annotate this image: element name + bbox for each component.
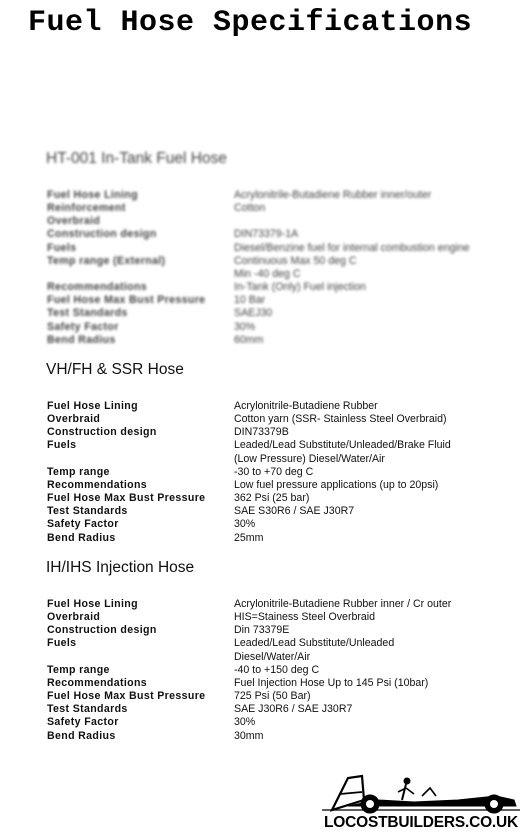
spec-row xyxy=(47,281,517,294)
spec-label: Safety Factor xyxy=(47,518,119,531)
spec-value: 60mm xyxy=(234,333,264,346)
spec-value: Leaded/Lead Substitute/Unleaded xyxy=(234,637,395,650)
spec-row xyxy=(47,466,517,479)
spec-table-ih-ihs xyxy=(47,598,517,743)
section-title-ih-ihs: IH/IHS Injection Hose xyxy=(46,559,195,576)
spec-row xyxy=(47,651,517,664)
spec-label xyxy=(47,268,234,281)
logo-text: LOCOSTBUILDERS.CO.UK xyxy=(323,814,519,831)
car-silhouette-icon xyxy=(318,770,524,818)
spec-label xyxy=(47,453,234,466)
spec-value: Acrylonitrile-Butadiene Rubber xyxy=(234,400,378,412)
spec-label: Fuel Hose Lining xyxy=(47,189,138,201)
spec-value: SAEJ30 xyxy=(234,307,273,320)
spec-label: Fuel Hose Lining xyxy=(47,598,138,610)
spec-value: 10 Bar xyxy=(234,294,266,307)
spec-label: Test Standards xyxy=(47,703,128,716)
spec-row xyxy=(47,518,517,531)
spec-value: SAE J30R6 / SAE J30R7 xyxy=(234,703,353,716)
spec-row xyxy=(47,598,517,611)
spec-row xyxy=(47,703,517,716)
spec-row xyxy=(47,294,517,307)
spec-row xyxy=(47,730,517,743)
spec-row xyxy=(47,215,517,228)
spec-label: Temp range (External) xyxy=(47,254,166,267)
spec-label: Bend Radius xyxy=(47,333,116,346)
spec-value: Low fuel pressure applications (up to 20psi) xyxy=(234,478,439,491)
spec-row xyxy=(47,624,517,637)
spec-row xyxy=(47,677,517,690)
spec-row xyxy=(47,439,517,452)
spec-row xyxy=(47,321,517,334)
spec-value: HIS=Stainess Steel Overbraid xyxy=(234,611,376,624)
spec-value: Leaded/Lead Substitute/Unleaded/Brake Fluid xyxy=(234,439,451,452)
spec-label: Temp range xyxy=(47,465,110,478)
spec-label: Recommendations xyxy=(47,676,148,689)
spec-value: -40 to +150 deg C xyxy=(234,663,320,676)
spec-row xyxy=(47,664,517,677)
section-title-vh-fh-ssr: VH/FH & SSR Hose xyxy=(46,361,184,378)
spec-label: Construction design xyxy=(47,228,157,241)
spec-label: Fuel Hose Max Bust Pressure xyxy=(47,492,206,505)
page-title: Fuel Hose Specifications xyxy=(28,6,473,40)
spec-label: Bend Radius xyxy=(47,531,116,544)
spec-row xyxy=(47,255,517,268)
spec-label: Safety Factor xyxy=(47,320,119,333)
spec-table-in-tank xyxy=(47,189,517,347)
spec-row xyxy=(47,307,517,320)
spec-value: 30mm xyxy=(234,729,264,742)
spec-label: Fuel Hose Max Bust Pressure xyxy=(47,294,206,307)
spec-label: Construction design xyxy=(47,426,157,439)
spec-label xyxy=(47,651,234,664)
spec-label: Test Standards xyxy=(47,505,128,518)
spec-row xyxy=(47,492,517,505)
spec-value: Min -40 deg C xyxy=(234,267,301,280)
spec-value: 30% xyxy=(234,716,256,729)
spec-label: Fuels xyxy=(47,241,77,254)
spec-value: 30% xyxy=(234,518,256,531)
spec-row xyxy=(47,479,517,492)
spec-value: Din 73379E xyxy=(234,624,290,637)
spec-row xyxy=(47,268,517,281)
spec-label: Test Standards xyxy=(47,307,128,320)
spec-label: Safety Factor xyxy=(47,716,119,729)
spec-row xyxy=(47,611,517,624)
spec-label: Temp range xyxy=(47,663,110,676)
spec-value: Cotton yarn (SSR- Stainless Steel Overbraid) xyxy=(234,413,447,426)
spec-label: Fuel Hose Lining xyxy=(47,400,138,412)
spec-row xyxy=(47,334,517,347)
section-title-in-tank: HT-001 In-Tank Fuel Hose xyxy=(46,150,227,167)
spec-value: Continuous Max 50 deg C xyxy=(234,254,357,267)
spec-label: Overbraid xyxy=(47,215,101,228)
spec-value: Diesel/Water/Air xyxy=(234,650,311,663)
spec-row xyxy=(47,532,517,545)
spec-value: 25mm xyxy=(234,531,264,544)
spec-row xyxy=(47,637,517,650)
spec-row xyxy=(47,228,517,241)
spec-label: Recommendations xyxy=(47,478,148,491)
locostbuilders-logo xyxy=(318,770,524,832)
spec-value: In-Tank (Only) Fuel injection xyxy=(234,281,366,294)
spec-value: 362 Psi (25 bar) xyxy=(234,492,310,505)
spec-value: -30 to +70 deg C xyxy=(234,465,314,478)
spec-label: Overbraid xyxy=(47,611,101,624)
spec-row xyxy=(47,426,517,439)
spec-value: (Low Pressure) Diesel/Water/Air xyxy=(234,452,385,465)
spec-value: 725 Psi (50 Bar) xyxy=(234,690,311,703)
spec-label: Bend Radius xyxy=(47,729,116,742)
spec-row xyxy=(47,690,517,703)
spec-label: Recommendations xyxy=(47,281,148,294)
spec-table-vh-fh-ssr xyxy=(47,400,517,545)
spec-value xyxy=(234,215,517,228)
spec-label: Construction design xyxy=(47,624,157,637)
spec-row xyxy=(47,189,517,202)
spec-row xyxy=(47,413,517,426)
spec-row xyxy=(47,242,517,255)
spec-value: 30% xyxy=(234,320,256,333)
spec-label: Fuels xyxy=(47,439,77,452)
spec-row xyxy=(47,400,517,413)
spec-label: Overbraid xyxy=(47,413,101,426)
spec-value: Acrylonitrile-Butadiene Rubber inner / Cr outer xyxy=(234,598,452,610)
spec-row xyxy=(47,453,517,466)
spec-row xyxy=(47,202,517,215)
spec-value: Cotton xyxy=(234,202,266,215)
spec-row xyxy=(47,505,517,518)
spec-label: Fuels xyxy=(47,637,77,650)
spec-label: Reinforcement xyxy=(47,202,126,215)
spec-value: SAE S30R6 / SAE J30R7 xyxy=(234,505,355,518)
spec-label: Fuel Hose Max Bust Pressure xyxy=(47,690,206,703)
spec-value: Acrylonitrile-Butadiene Rubber inner/outer xyxy=(234,189,432,201)
spec-value: DIN73379B xyxy=(234,426,289,439)
spec-value: Diesel/Benzine fuel for internal combustion engine xyxy=(234,241,470,254)
spec-value: DIN73379-1A xyxy=(234,228,299,241)
spec-value: Fuel Injection Hose Up to 145 Psi (10bar) xyxy=(234,676,429,689)
spec-row xyxy=(47,716,517,729)
